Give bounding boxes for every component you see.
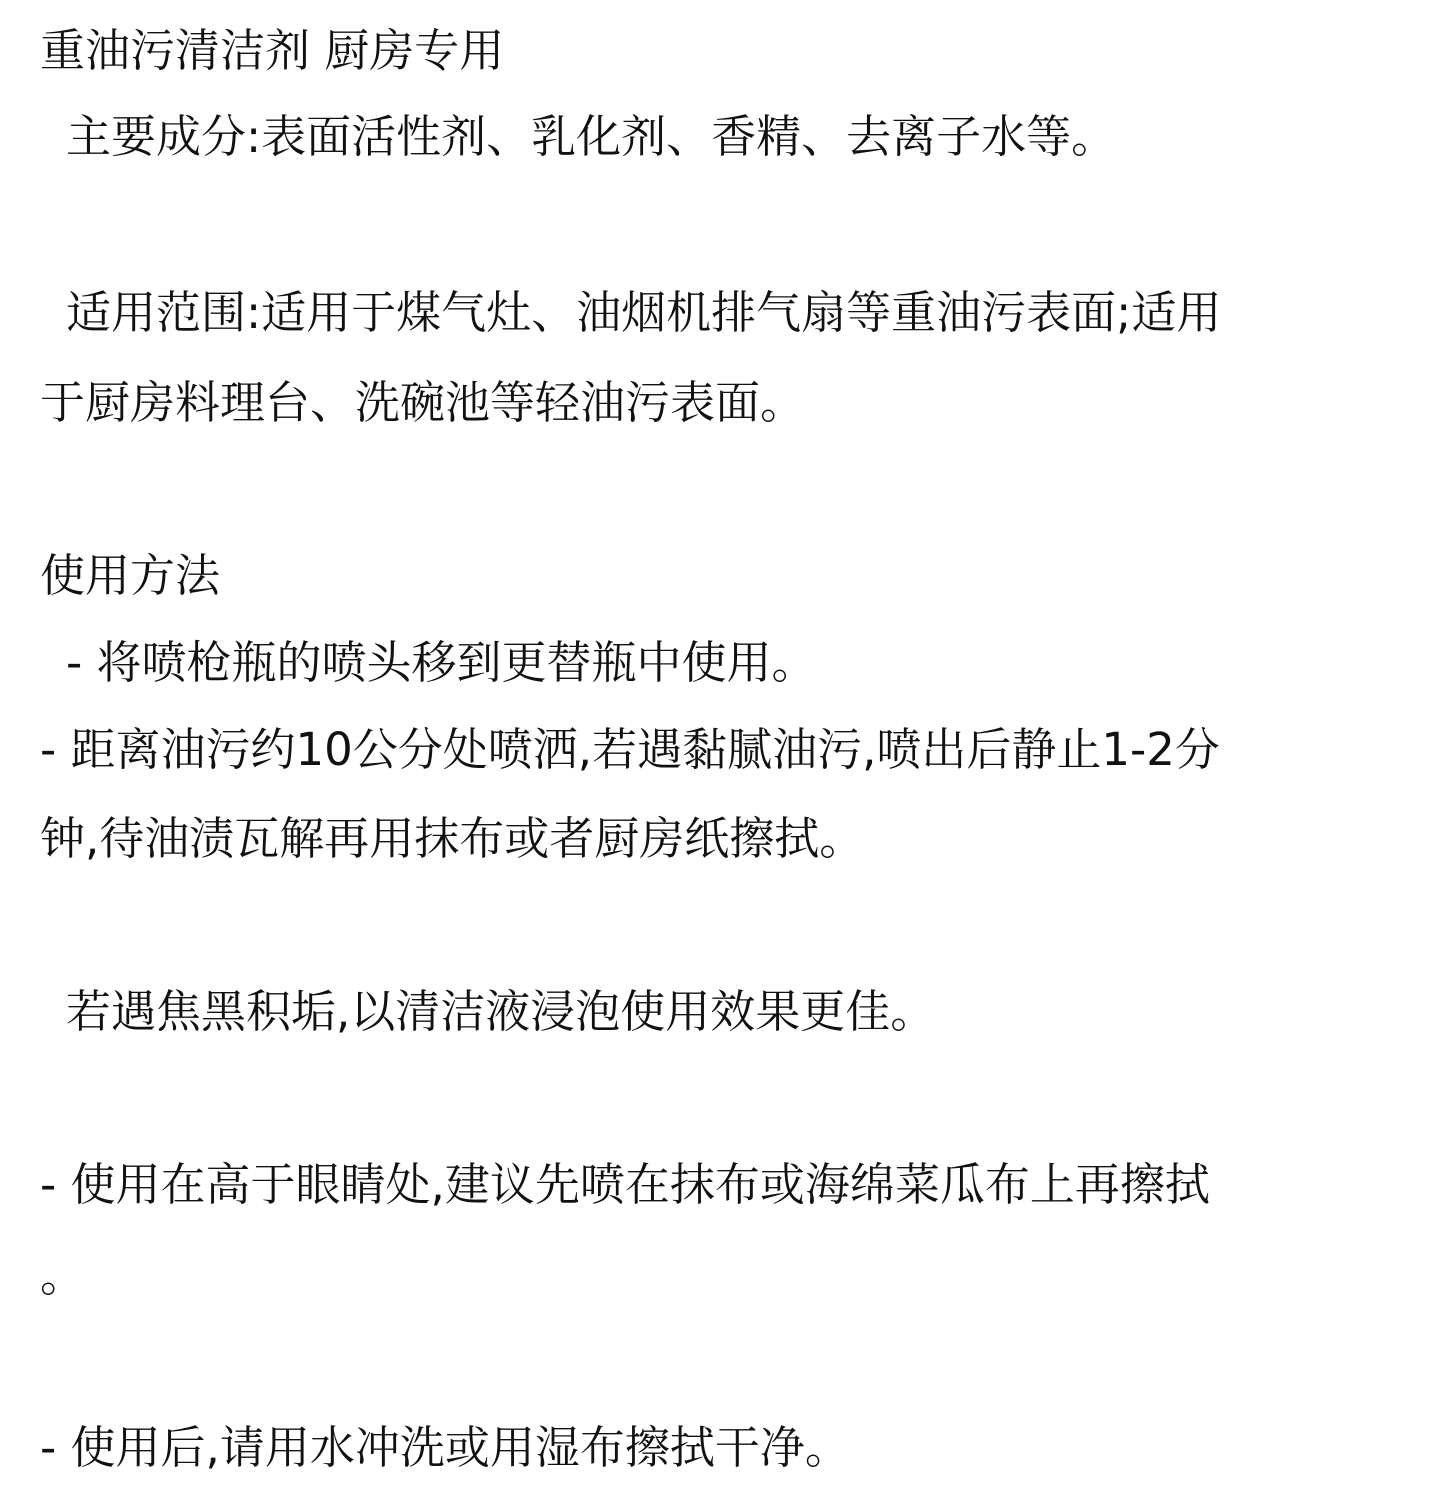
scope-text-line-2: 于厨房料理台、洗碗池等轻油污表面。 bbox=[40, 376, 806, 429]
scope-text-line-1: 适用范围:适用于煤气灶、油烟机排气扇等重油污表面;适用 bbox=[66, 286, 1222, 339]
usage-step-4: - 使用后,请用水冲洗或用湿布擦拭干净。 bbox=[40, 1421, 850, 1474]
usage-step-2-line-2: 钟,待油渍瓦解再用抹布或者厨房纸擦拭。 bbox=[40, 812, 865, 865]
usage-heading: 使用方法 bbox=[40, 549, 221, 602]
usage-step-1: - 将喷枪瓶的喷头移到更替瓶中使用。 bbox=[66, 636, 817, 689]
soak-tip: 若遇焦黑积垢,以清洁液浸泡使用效果更佳。 bbox=[66, 985, 936, 1038]
usage-step-2-line-1: - 距离油污约10公分处喷洒,若遇黏腻油污,喷出后静止1-2分 bbox=[40, 723, 1220, 776]
product-title: 重油污清洁剂 厨房专用 bbox=[40, 24, 505, 77]
usage-step-3-line-2: 。 bbox=[40, 1249, 86, 1302]
ingredients-text: 主要成分:表面活性剂、乳化剂、香精、去离子水等。 bbox=[66, 110, 1117, 163]
usage-step-3-line-1: - 使用在高于眼睛处,建议先喷在抹布或海绵菜瓜布上再擦拭 bbox=[40, 1158, 1210, 1211]
